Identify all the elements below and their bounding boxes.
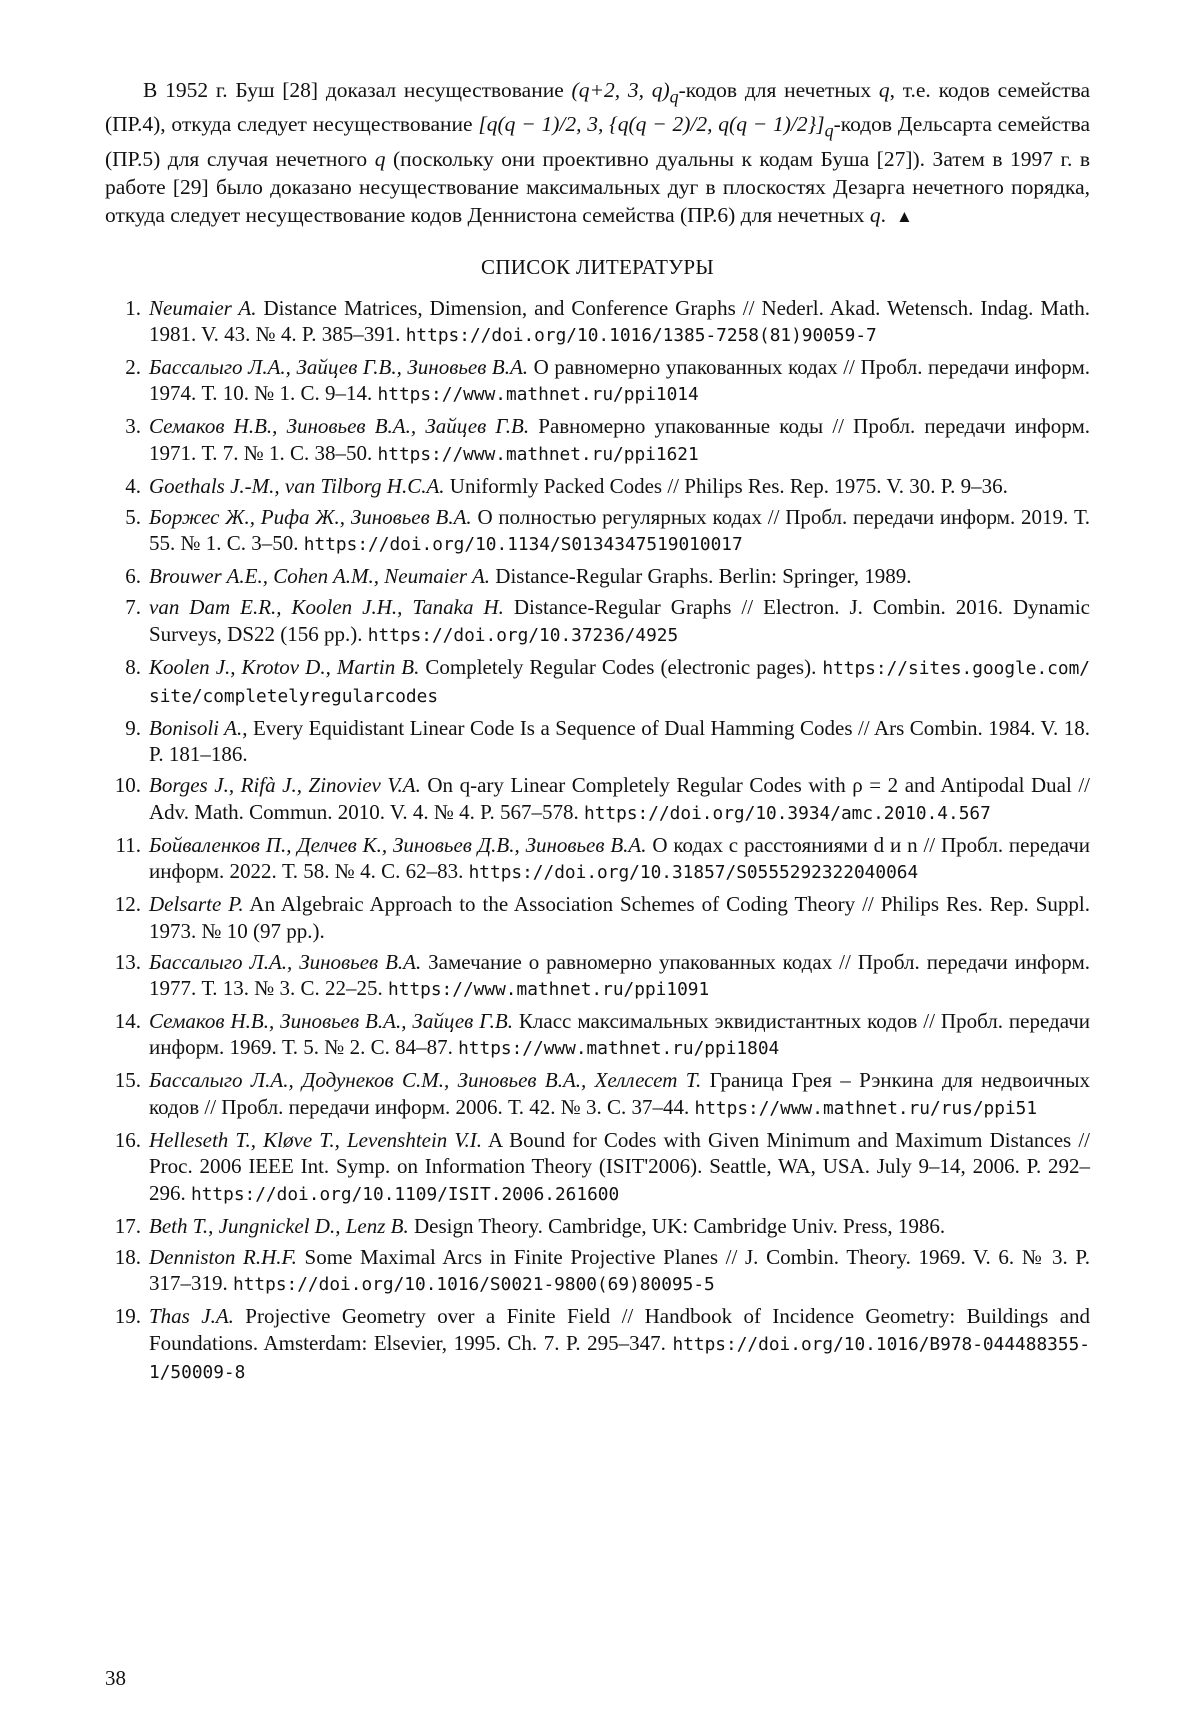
reference-authors: Borges J., Rifà J., Zinoviev V.A. — [149, 773, 421, 797]
reference-item — [105, 413, 1090, 468]
reference-authors: Helleseth T., Kløve T., Levenshtein V.I. — [149, 1128, 482, 1152]
reference-item — [105, 1008, 1090, 1063]
reference-text: Distance Matrices, Dimension, and Conference Graphs // Nederl. Akad. Wetensch. Indag. Math. 1981. V. 43. № 4. P. 385–391. — [149, 296, 1090, 346]
reference-text: Равномерно упакованные коды // Пробл. передачи информ. 1971. Т. 7. № 1. С. 38–50. — [149, 414, 1090, 464]
reference-link[interactable]: https://doi.org/10.1016/B978-044488355-1/50009-8 — [149, 1334, 1090, 1383]
reference-number: 19. — [105, 1303, 141, 1329]
reference-link[interactable]: https://www.mathnet.ru/ppi1621 — [378, 444, 699, 465]
reference-authors: Bonisoli A. — [149, 716, 242, 740]
page-number: 38 — [105, 1666, 126, 1691]
reference-number: 7. — [105, 594, 141, 620]
intro-q-1: q — [879, 78, 890, 102]
intro-text-3: , т.е. кодов семейства (ПР.4), откуда следует несуществование — [105, 78, 1090, 136]
reference-authors: Thas J.A. — [149, 1304, 234, 1328]
reference-item — [105, 1303, 1090, 1386]
reference-number: 17. — [105, 1213, 141, 1239]
intro-text-6: . — [881, 203, 886, 227]
reference-item — [105, 594, 1090, 649]
reference-text: , Every Equidistant Linear Code Is a Sequence of Dual Hamming Codes // Ars Combin. 1984. V. 18. P. 181–186. — [149, 716, 1090, 766]
reference-item — [105, 891, 1090, 944]
intro-sub-1: q — [670, 86, 679, 106]
reference-item — [105, 504, 1090, 559]
reference-link[interactable]: https://doi.org/10.31857/S0555292322040064 — [469, 862, 919, 883]
reference-text: Completely Regular Codes (electronic pages). — [419, 655, 822, 679]
reference-link[interactable]: https://doi.org/10.3934/amc.2010.4.567 — [584, 803, 991, 824]
reference-text: Projective Geometry over a Finite Field // Handbook of Incidence Geometry: Buildings and Foundations. Amsterdam: Elsevier, 1995. Ch. 7. P. 295–347. — [149, 1304, 1090, 1354]
intro-text-4: -кодов Дельсарта семейства (ПР.5) для случая нечетного — [105, 112, 1090, 170]
reference-item — [105, 563, 1090, 589]
end-of-proof-icon: ▲ — [896, 207, 913, 226]
reference-item — [105, 1244, 1090, 1299]
reference-link[interactable]: https://www.mathnet.ru/ppi1804 — [458, 1038, 779, 1059]
intro-text-1: В 1952 г. Буш [28] доказал несуществование — [143, 78, 572, 102]
reference-number: 18. — [105, 1244, 141, 1270]
reference-number: 10. — [105, 772, 141, 798]
reference-number: 12. — [105, 891, 141, 917]
references-list — [105, 295, 1090, 1387]
reference-link[interactable]: https://www.mathnet.ru/rus/ppi51 — [695, 1098, 1038, 1119]
reference-text: О полностью регулярных кодах // Пробл. передачи информ. 2019. Т. 55. № 1. С. 3–50. — [149, 505, 1090, 555]
intro-paragraph — [105, 76, 1090, 231]
reference-text: Distance-Regular Graphs // Electron. J. Combin. 2016. Dynamic Surveys, DS22 (156 pp.). — [149, 595, 1090, 645]
intro-text-5: (поскольку они проективно дуальны к кодам Буша [27]). Затем в 1997 г. в работе [29] было доказано несуществование максимальных дуг в плоскостях Дезарга нечетного порядка, откуда следует несуществование кодов Деннистона семейства (ПР.6) для нечетных — [105, 147, 1090, 227]
reference-number: 9. — [105, 715, 141, 741]
reference-link[interactable]: https://doi.org/10.1016/1385-7258(81)90059-7 — [406, 325, 877, 346]
intro-code-bush: (q+2, 3, q) — [572, 78, 670, 102]
reference-authors: Семаков Н.В., Зиновьев В.А., Зайцев Г.В. — [149, 1009, 513, 1033]
intro-code-delsarte: [q(q − 1)/2, 3, {q(q − 2)/2, q(q − 1)/2}] — [478, 112, 824, 136]
references-heading: СПИСОК ЛИТЕРАТУРЫ — [105, 253, 1090, 281]
reference-number: 13. — [105, 949, 141, 975]
reference-text: Класс максимальных эквидистантных кодов // Пробл. передачи информ. 1969. Т. 5. № 2. С. 84–87. — [149, 1009, 1090, 1059]
reference-authors: Delsarte P. — [149, 892, 244, 916]
reference-item — [105, 354, 1090, 409]
reference-authors: Семаков Н.В., Зиновьев В.А., Зайцев Г.В. — [149, 414, 529, 438]
reference-text: Граница Грея – Рэнкина для недвоичных кодов // Пробл. передачи информ. 2006. Т. 42. № 3. С. 37–44. — [149, 1068, 1090, 1118]
reference-item — [105, 715, 1090, 768]
reference-number: 4. — [105, 473, 141, 499]
reference-authors: Бассалыго Л.А., Зайцев Г.В., Зиновьев В.А. — [149, 355, 528, 379]
intro-q-3: q — [870, 203, 881, 227]
reference-item — [105, 295, 1090, 350]
reference-link[interactable]: https://www.mathnet.ru/ppi1014 — [378, 384, 699, 405]
reference-link[interactable]: https://doi.org/10.1016/S0021-9800(69)80095-5 — [233, 1274, 715, 1295]
reference-text: Uniformly Packed Codes // Philips Res. Rep. 1975. V. 30. P. 9–36. — [445, 474, 1008, 498]
reference-number: 8. — [105, 654, 141, 680]
reference-text: О равномерно упакованных кодах // Пробл. передачи информ. 1974. Т. 10. № 1. С. 9–14. — [149, 355, 1090, 405]
reference-number: 6. — [105, 563, 141, 589]
reference-item — [105, 772, 1090, 827]
reference-item — [105, 832, 1090, 887]
reference-number: 1. — [105, 295, 141, 321]
reference-item — [105, 473, 1090, 499]
reference-link[interactable]: https://sites.google.com/site/completelyregularcodes — [149, 658, 1090, 707]
reference-text: Замечание о равномерно упакованных кодах // Пробл. передачи информ. 1977. Т. 13. № 3. С. 22–25. — [149, 950, 1090, 1000]
reference-link[interactable]: https://doi.org/10.37236/4925 — [368, 625, 678, 646]
reference-item — [105, 654, 1090, 711]
reference-text: О кодах с расстояниями d и n // Пробл. передачи информ. 2022. Т. 58. № 4. С. 62–83. — [149, 833, 1090, 883]
intro-q-2: q — [375, 147, 386, 171]
reference-authors: Denniston R.H.F. — [149, 1245, 297, 1269]
reference-text: On q-ary Linear Completely Regular Codes with ρ = 2 and Antipodal Dual // Adv. Math. Commun. 2010. V. 4. № 4. P. 567–578. — [149, 773, 1090, 823]
reference-authors: van Dam E.R., Koolen J.H., Tanaka H. — [149, 595, 504, 619]
reference-authors: Бассалыго Л.А., Додунеков С.М., Зиновьев В.А., Хеллесет Т. — [149, 1068, 701, 1092]
reference-authors: Beth T., Jungnickel D., Lenz B. — [149, 1214, 409, 1238]
reference-text: A Bound for Codes with Given Minimum and Maximum Distances // Proc. 2006 IEEE Int. Symp. on Information Theory (ISIT'2006). Seattle, WA, USA. July 9–14, 2006. P. 292–296. — [149, 1128, 1090, 1205]
reference-number: 2. — [105, 354, 141, 380]
reference-authors: Goethals J.-M., van Tilborg H.C.A. — [149, 474, 445, 498]
reference-link[interactable]: https://doi.org/10.1109/ISIT.2006.261600 — [191, 1184, 619, 1205]
reference-authors: Боржес Ж., Рифа Ж., Зиновьев В.А. — [149, 505, 472, 529]
reference-item — [105, 949, 1090, 1004]
reference-authors: Brouwer A.E., Cohen A.M., Neumaier A. — [149, 564, 490, 588]
reference-number: 3. — [105, 413, 141, 439]
intro-text-2: -кодов для нечетных — [679, 78, 879, 102]
reference-item — [105, 1067, 1090, 1122]
reference-number: 11. — [105, 832, 141, 858]
intro-sub-2: q — [825, 121, 834, 141]
reference-text: Distance-Regular Graphs. Berlin: Springer, 1989. — [490, 564, 911, 588]
reference-number: 16. — [105, 1127, 141, 1153]
reference-item — [105, 1213, 1090, 1239]
reference-authors: Koolen J., Krotov D., Martin B. — [149, 655, 419, 679]
reference-item — [105, 1127, 1090, 1208]
page-body — [105, 76, 1090, 1391]
reference-number: 14. — [105, 1008, 141, 1034]
reference-text: Design Theory. Cambridge, UK: Cambridge Univ. Press, 1986. — [409, 1214, 945, 1238]
reference-text: Some Maximal Arcs in Finite Projective Planes // J. Combin. Theory. 1969. V. 6. № 3. P. 317–319. — [149, 1245, 1090, 1295]
reference-number: 15. — [105, 1067, 141, 1093]
reference-link[interactable]: https://doi.org/10.1134/S0134347519010017 — [304, 534, 743, 555]
reference-link[interactable]: https://www.mathnet.ru/ppi1091 — [388, 979, 709, 1000]
reference-authors: Бассалыго Л.А., Зиновьев В.А. — [149, 950, 421, 974]
reference-text: An Algebraic Approach to the Association Schemes of Coding Theory // Philips Res. Rep. Suppl. 1973. № 10 (97 pp.). — [149, 892, 1090, 942]
reference-authors: Neumaier A. — [149, 296, 257, 320]
reference-authors: Бойваленков П., Делчев К., Зиновьев Д.В., Зиновьев В.А. — [149, 833, 647, 857]
reference-number: 5. — [105, 504, 141, 530]
